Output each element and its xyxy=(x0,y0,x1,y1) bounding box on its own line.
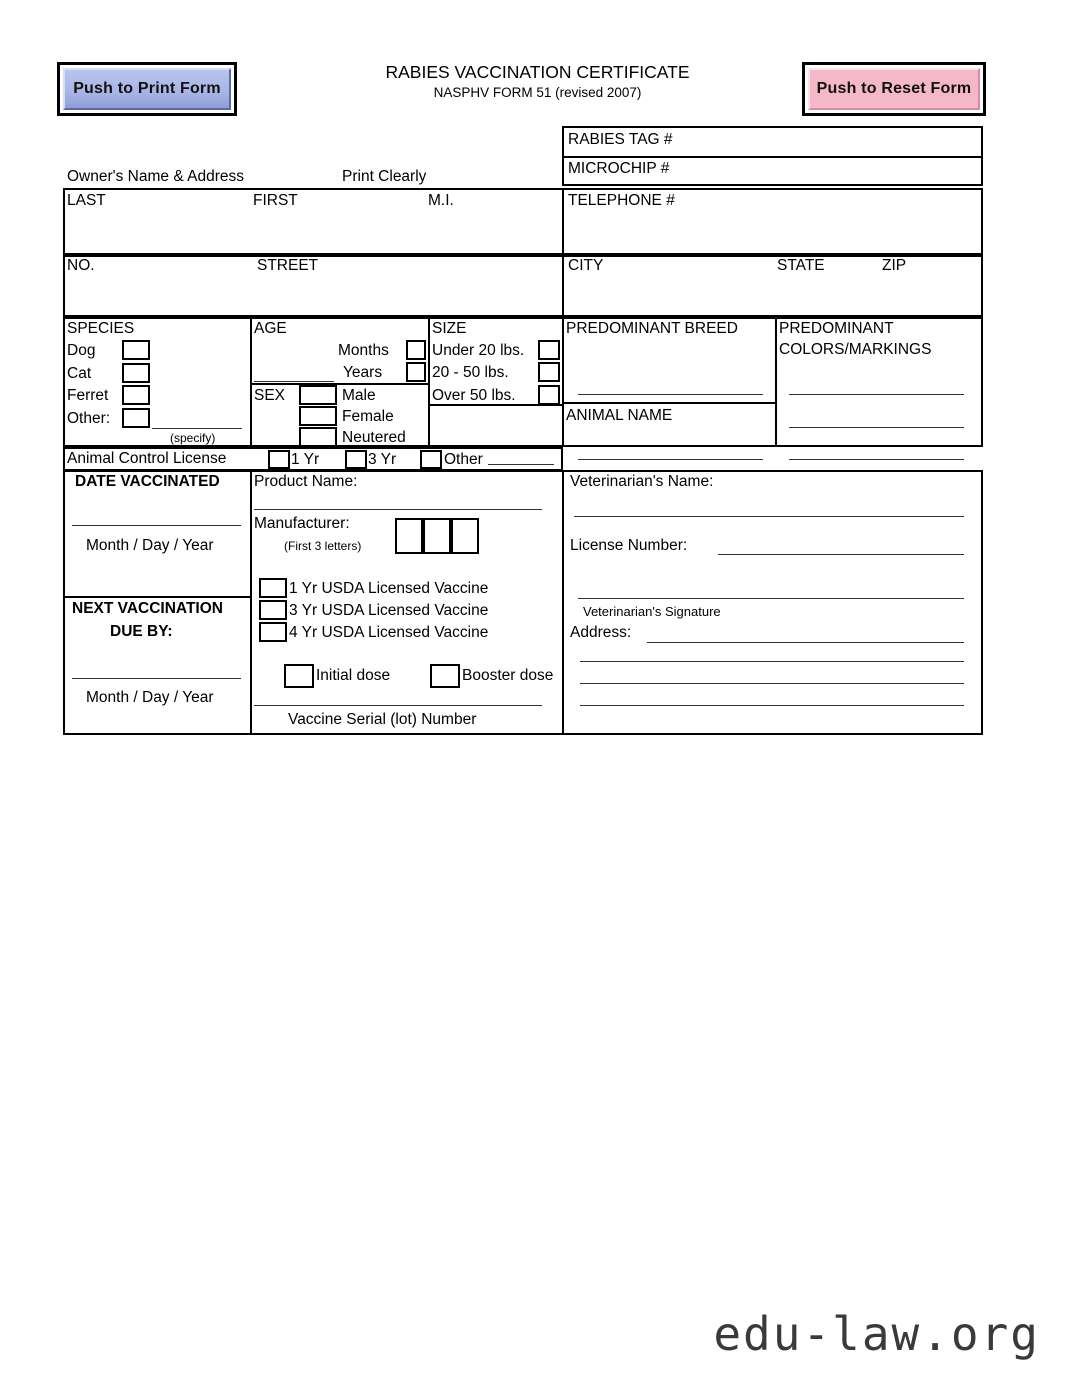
species-option-other-label: Other: xyxy=(67,410,111,427)
size-20to50-checkbox[interactable] xyxy=(538,362,560,382)
vet-name-label: Veterinarian's Name: xyxy=(570,473,714,490)
age-months-checkbox[interactable] xyxy=(406,340,426,360)
sex-heading: SEX xyxy=(254,387,286,404)
colors-input-line-2[interactable] xyxy=(789,427,964,428)
breed-input-line[interactable] xyxy=(578,394,763,395)
species-specify-note: (specify) xyxy=(170,431,216,445)
license-other-checkbox[interactable] xyxy=(420,450,442,469)
species-option-dog-label: Dog xyxy=(67,342,96,359)
size-over50-checkbox[interactable] xyxy=(538,385,560,405)
license-other-input-line[interactable] xyxy=(488,464,554,465)
city-label: CITY xyxy=(568,257,604,274)
manufacturer-letter-box-2[interactable] xyxy=(423,518,451,554)
sex-male-checkbox[interactable] xyxy=(299,385,337,405)
sex-female-label: Female xyxy=(342,408,394,425)
animal-name-heading: ANIMAL NAME xyxy=(566,407,673,424)
vet-signature-input-line[interactable] xyxy=(578,598,964,599)
size-under20-checkbox[interactable] xyxy=(538,340,560,360)
manufacturer-letter-box-3[interactable] xyxy=(451,518,479,554)
license-3yr-checkbox[interactable] xyxy=(345,450,367,469)
middle-initial-label: M.I. xyxy=(428,192,454,209)
date-product-divider xyxy=(250,470,252,735)
vet-signature-label: Veterinarian's Signature xyxy=(583,604,721,619)
owner-section-caption: Owner's Name & Address xyxy=(67,168,244,185)
age-size-divider xyxy=(428,317,430,447)
product-name-label: Product Name: xyxy=(254,473,358,490)
species-cat-checkbox[interactable] xyxy=(122,363,150,383)
date-vaccinated-heading: DATE VACCINATED xyxy=(75,473,220,490)
vaccine-3yr-checkbox[interactable] xyxy=(259,600,287,620)
date-vaccinated-input-line[interactable] xyxy=(72,525,241,526)
license-1yr-checkbox[interactable] xyxy=(268,450,290,469)
name-telephone-row xyxy=(63,188,983,255)
species-other-checkbox[interactable] xyxy=(122,408,150,428)
name-telephone-divider xyxy=(562,188,564,255)
last-name-label: LAST xyxy=(67,192,106,209)
age-years-checkbox[interactable] xyxy=(406,362,426,382)
sex-female-checkbox[interactable] xyxy=(299,406,337,426)
vaccine-serial-label: Vaccine Serial (lot) Number xyxy=(288,711,477,728)
species-age-divider xyxy=(250,317,252,447)
license-other-label: Other xyxy=(444,451,483,468)
product-name-input-line[interactable] xyxy=(254,509,542,510)
species-dog-checkbox[interactable] xyxy=(122,340,150,360)
breed-colors-divider xyxy=(775,317,777,447)
print-clearly-note: Print Clearly xyxy=(342,168,427,185)
tag-microchip-divider xyxy=(562,156,983,158)
address-city-divider xyxy=(562,255,564,317)
age-years-label: Years xyxy=(343,364,383,381)
microchip-label: MICROCHIP # xyxy=(568,160,670,177)
first-name-label: FIRST xyxy=(253,192,298,209)
vet-address-input-line-3[interactable] xyxy=(580,683,964,684)
vaccine-4yr-checkbox[interactable] xyxy=(259,622,287,642)
next-vaccination-format: Month / Day / Year xyxy=(86,689,214,706)
license-3yr-label: 3 Yr xyxy=(368,451,397,468)
vaccine-1yr-label: 1 Yr USDA Licensed Vaccine xyxy=(289,580,489,597)
vet-address-input-line-2[interactable] xyxy=(580,661,964,662)
size-heading: SIZE xyxy=(432,320,467,337)
site-watermark: edu-law.org xyxy=(713,1307,1040,1361)
vet-address-input-line-1[interactable] xyxy=(647,642,964,643)
vaccine-4yr-label: 4 Yr USDA Licensed Vaccine xyxy=(289,624,489,641)
vet-license-number-input-line[interactable] xyxy=(718,554,964,555)
initial-dose-label: Initial dose xyxy=(316,667,391,684)
species-option-ferret-label: Ferret xyxy=(67,387,109,404)
manufacturer-label: Manufacturer: xyxy=(254,515,350,532)
reset-form-button-label: Push to Reset Form xyxy=(808,68,980,110)
page-subtitle: NASPHV FORM 51 (revised 2007) xyxy=(433,85,642,100)
next-vaccination-input-line[interactable] xyxy=(72,678,241,679)
date-next-divider xyxy=(63,596,250,598)
size-bottom-divider xyxy=(428,404,562,406)
product-vet-divider xyxy=(562,470,564,735)
zip-label: ZIP xyxy=(882,257,907,274)
colors-heading-line2: COLORS/MARKINGS xyxy=(779,341,932,358)
date-vaccinated-format: Month / Day / Year xyxy=(86,537,214,554)
species-heading: SPECIES xyxy=(67,320,135,337)
colors-input-line-3[interactable] xyxy=(789,459,964,460)
size-under20-label: Under 20 lbs. xyxy=(432,342,525,359)
vaccine-3yr-label: 3 Yr USDA Licensed Vaccine xyxy=(289,602,489,619)
vaccine-serial-input-line[interactable] xyxy=(254,705,542,706)
manufacturer-letter-box-1[interactable] xyxy=(395,518,423,554)
age-value-input-line[interactable] xyxy=(254,381,334,382)
colors-input-line-1[interactable] xyxy=(789,394,964,395)
street-label: STREET xyxy=(257,257,319,274)
address-row xyxy=(63,255,983,317)
age-sex-divider xyxy=(250,383,428,385)
next-vaccination-heading-line1: NEXT VACCINATION xyxy=(72,600,223,617)
vet-name-input-line[interactable] xyxy=(574,516,964,517)
initial-dose-checkbox[interactable] xyxy=(284,664,314,688)
state-label: STATE xyxy=(777,257,825,274)
breed-heading: PREDOMINANT BREED xyxy=(566,320,738,337)
vet-address-input-line-4[interactable] xyxy=(580,705,964,706)
species-ferret-checkbox[interactable] xyxy=(122,385,150,405)
animal-control-license-label: Animal Control License xyxy=(67,450,227,467)
next-vaccination-heading-line2: DUE BY: xyxy=(110,623,173,640)
size-20to50-label: 20 - 50 lbs. xyxy=(432,364,509,381)
street-number-label: NO. xyxy=(67,257,95,274)
booster-dose-label: Booster dose xyxy=(462,667,554,684)
rabies-tag-label: RABIES TAG # xyxy=(568,131,673,148)
print-form-button-label: Push to Print Form xyxy=(63,68,231,110)
vet-address-label: Address: xyxy=(570,624,632,641)
age-months-label: Months xyxy=(338,342,389,359)
telephone-label: TELEPHONE # xyxy=(568,192,675,209)
size-breed-divider xyxy=(562,317,564,447)
size-over50-label: Over 50 lbs. xyxy=(432,387,516,404)
license-1yr-label: 1 Yr xyxy=(291,451,320,468)
page-title: RABIES VACCINATION CERTIFICATE xyxy=(385,62,690,82)
animal-name-input-line[interactable] xyxy=(578,459,763,460)
booster-dose-checkbox[interactable] xyxy=(430,664,460,688)
age-heading: AGE xyxy=(254,320,287,337)
manufacturer-first3-note: (First 3 letters) xyxy=(284,539,362,553)
colors-heading-line1: PREDOMINANT xyxy=(779,320,894,337)
sex-neutered-label: Neutered xyxy=(342,429,406,446)
species-other-input-line[interactable] xyxy=(152,428,242,429)
species-option-cat-label: Cat xyxy=(67,365,92,382)
sex-neutered-checkbox[interactable] xyxy=(299,427,337,447)
sex-male-label: Male xyxy=(342,387,376,404)
vaccine-1yr-checkbox[interactable] xyxy=(259,578,287,598)
breed-animalname-divider xyxy=(562,402,775,404)
vet-license-number-label: License Number: xyxy=(570,537,688,554)
